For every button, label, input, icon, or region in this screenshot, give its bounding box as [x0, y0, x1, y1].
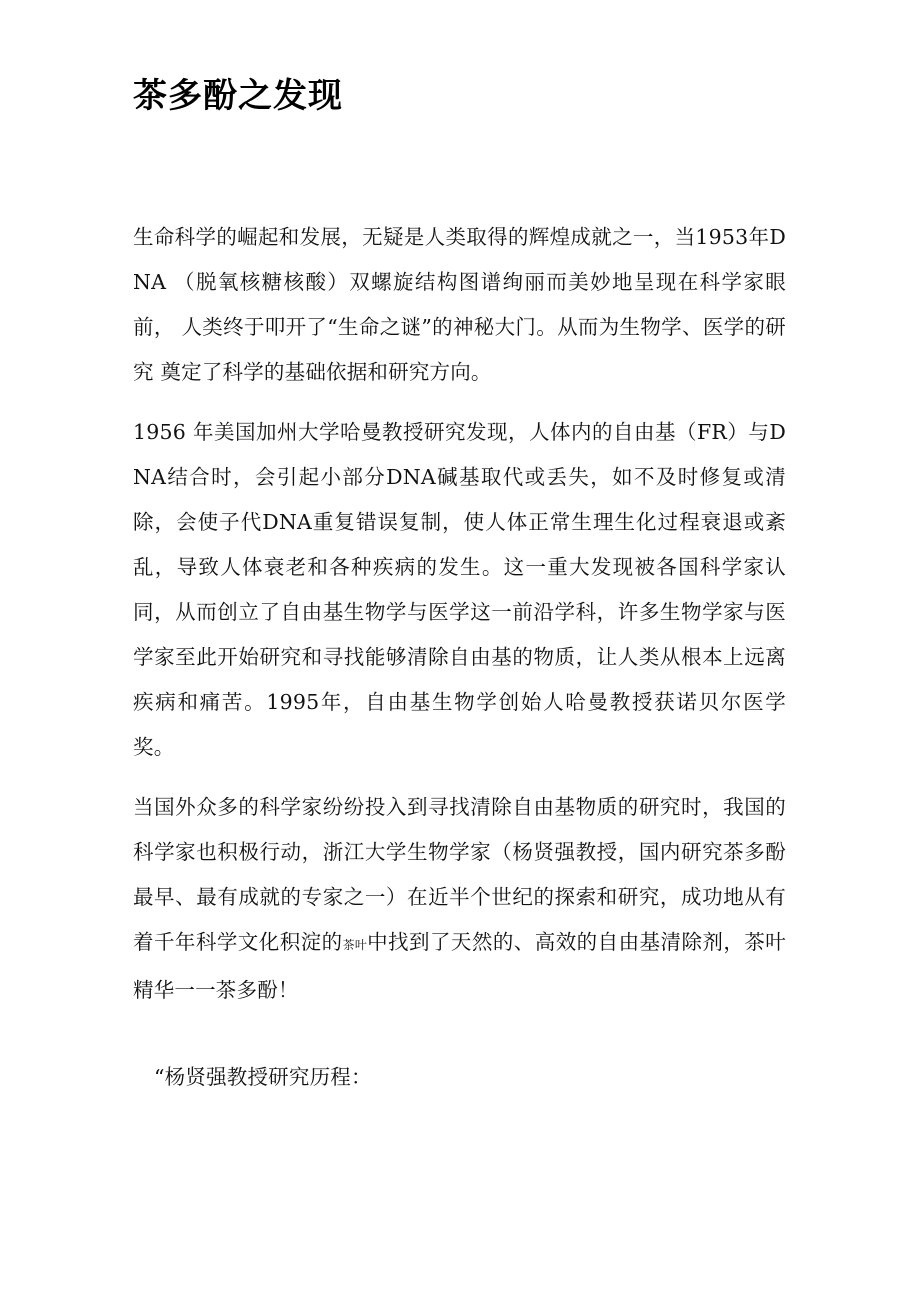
paragraph-chinese-scientists	[133, 785, 786, 1013]
paragraph-life-science: 生命科学的崛起和发展，无疑是人类取得的辉煌成就之一，当1953年DNA （脱氧核糖核酸）双螺旋结构图谱绚丽而美妙地呈现在科学家眼前， 人类终于叩开了“生命之谜”的神秘大门。从而为生物学、医学的研究 奠定了科学的基础依据和研究方向。	[133, 225, 786, 384]
paragraph-free-radical-research: 1956 年美国加州大学哈曼教授研究发现，人体内的自由基（FR）与DNA结合时，会引起小部分DNA碱基取代或丢失，如不及时修复或清除，会使子代DNA重复错误复制，使人体正常生理生化过程衰退或紊乱，导致人体衰老和各种疾病的发生。这一重大发现被各国科学家认同，从而创立了自由基生物学与医学这一前沿学科，许多生物学家与医学家至此开始研究和寻找能够清除自由基的物质，让人类从根本上远离疾病和痛苦。1995年，自由基生物学创始人哈曼教授获诺贝尔医学奖。	[133, 420, 786, 759]
paragraph-chinese-scientists-part2: 中找到了天然的、高效的自由基清除剂，茶叶精华一一茶多酚！	[133, 930, 786, 1002]
document-content	[133, 0, 786, 1100]
inline-small-text-tea-leaf: 茶叶	[342, 938, 368, 952]
paragraph-chinese-scientists-part1: 当国外众多的科学家纷纷投入到寻找清除自由基物质的研究时，我国的科学家也积极行动，浙江大学生物学家（杨贤强教授，国内研究茶多酚最早、最有成就的专家之一）在近半个世纪的探索和研究，成功地从有着千年科学文化积淀的	[133, 795, 786, 954]
page-title: 茶多酚之发现	[133, 76, 343, 116]
paragraph-closing-heading: “杨贤强教授研究历程：	[154, 1065, 372, 1089]
